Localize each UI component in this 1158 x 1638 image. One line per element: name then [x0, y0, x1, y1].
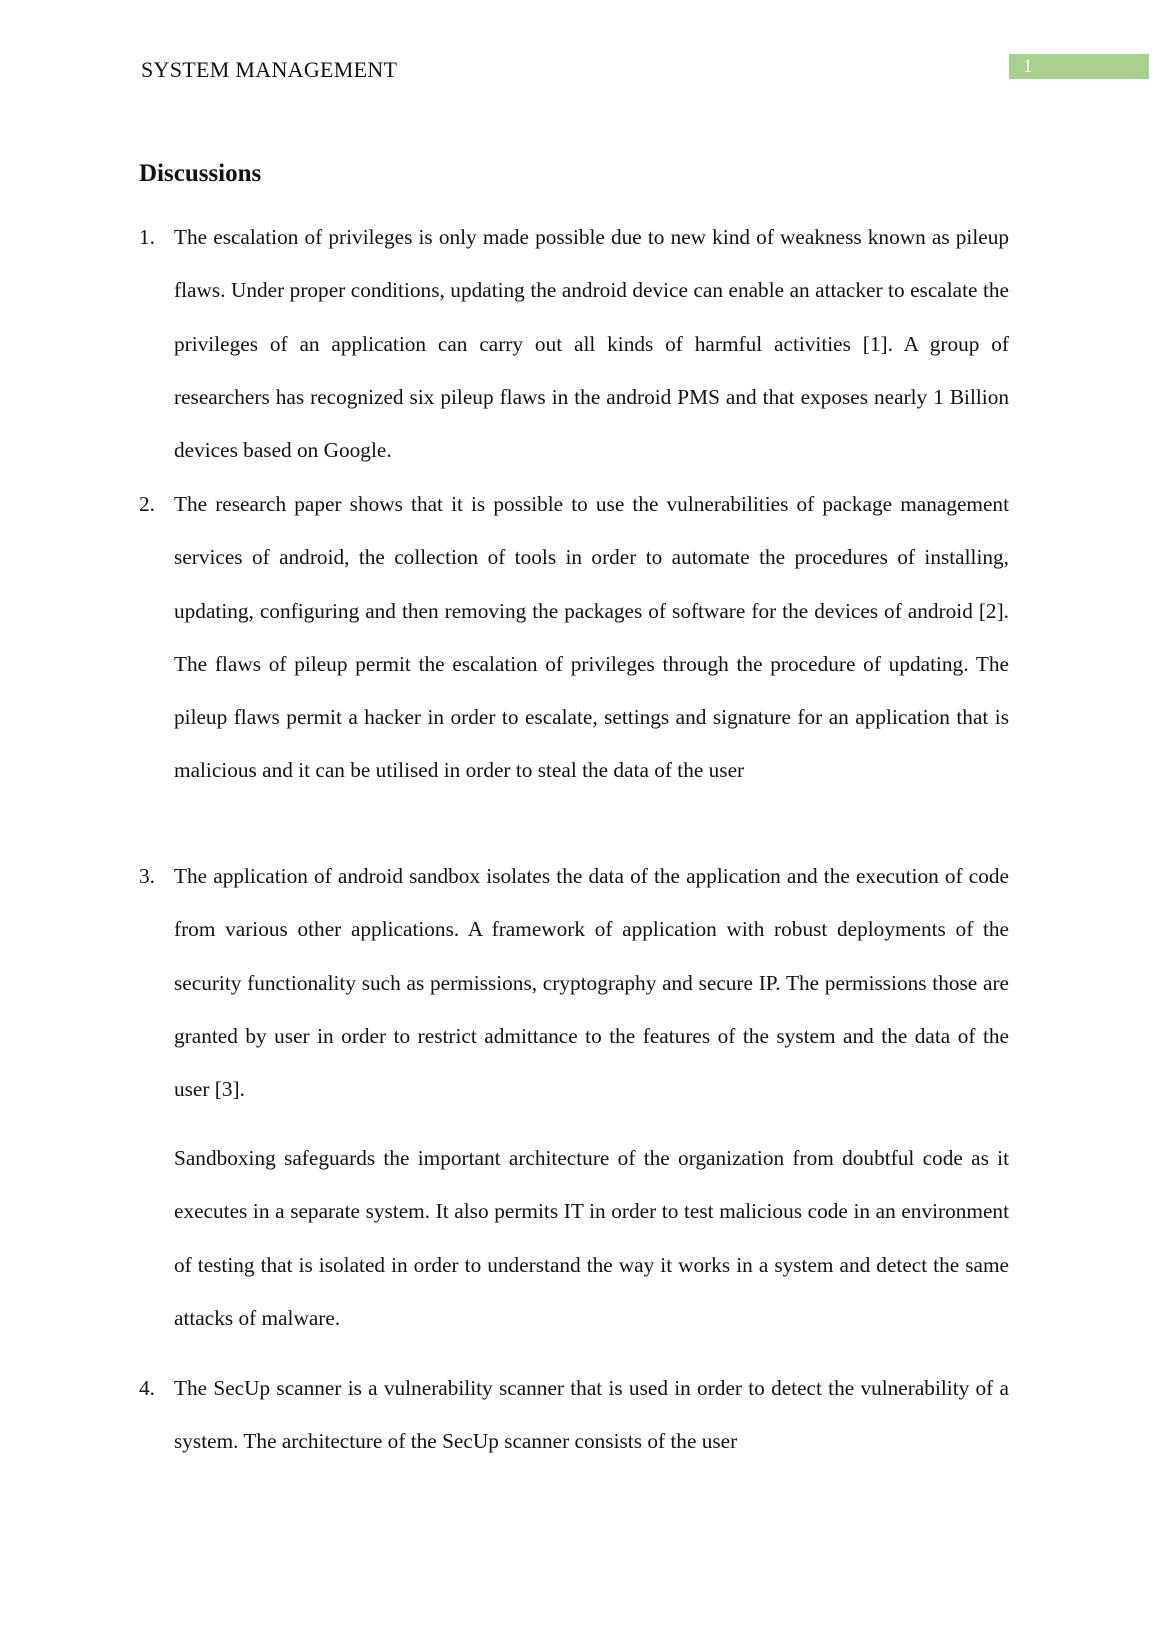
list-text-1: The escalation of privileges is only made possible due to new kind of weakness known as pileup flaws. Under proper conditions, updating the android device can enable an attacker to escalate the privileges of an application can carry out all kinds of harmful activities [1]. A group of researchers has recognized six pileup flaws in the android PMS and that exposes nearly 1 Billion devices based on Google.	[174, 225, 1009, 463]
list-number-4: 4.	[139, 1376, 155, 1400]
list-text-2: The research paper shows that it is possible to use the vulnerabilities of package management services of android, the collection of tools in order to automate the procedures of installing, updating, configuring and then removing the packages of software for the devices of android [2]. The flaws of pileup permit the escalation of privileges through the procedure of updating. The pileup flaws permit a hacker in order to escalate, settings and signature for an application that is malicious and it can be utilised in order to steal the data of the user	[174, 492, 1009, 783]
list-text-4: The SecUp scanner is a vulnerability scanner that is used in order to detect the vulnerability of a system. The architecture of the SecUp scanner consists of the user	[174, 1376, 1009, 1454]
list-item-2	[139, 478, 1009, 798]
list-item-1	[139, 211, 1009, 477]
running-head: SYSTEM MANAGEMENT	[141, 57, 398, 82]
list-number-1: 1.	[139, 225, 155, 249]
sandbox-paragraph: Sandboxing safeguards the important architecture of the organization from doubtful code as it executes in a separate system. It also permits IT in order to test malicious code in an environment of testing that is isolated in order to understand the way it works in a system and detect the same attacks of malware.	[174, 1146, 1009, 1330]
list-number-3: 3.	[139, 864, 155, 888]
list-text-3: The application of android sandbox isolates the data of the application and the execution of code from various other applications. A framework of application with robust deployments of the security functionality such as permissions, cryptography and secure IP. The permissions those are granted by user in order to restrict admittance to the features of the system and the data of the user [3].	[174, 864, 1009, 1102]
list-number-2: 2.	[139, 492, 155, 516]
list-item-4	[139, 1362, 1009, 1469]
section-heading: Discussions	[139, 160, 262, 187]
list-item-3	[139, 850, 1009, 1116]
page-number: 1	[1009, 54, 1149, 79]
